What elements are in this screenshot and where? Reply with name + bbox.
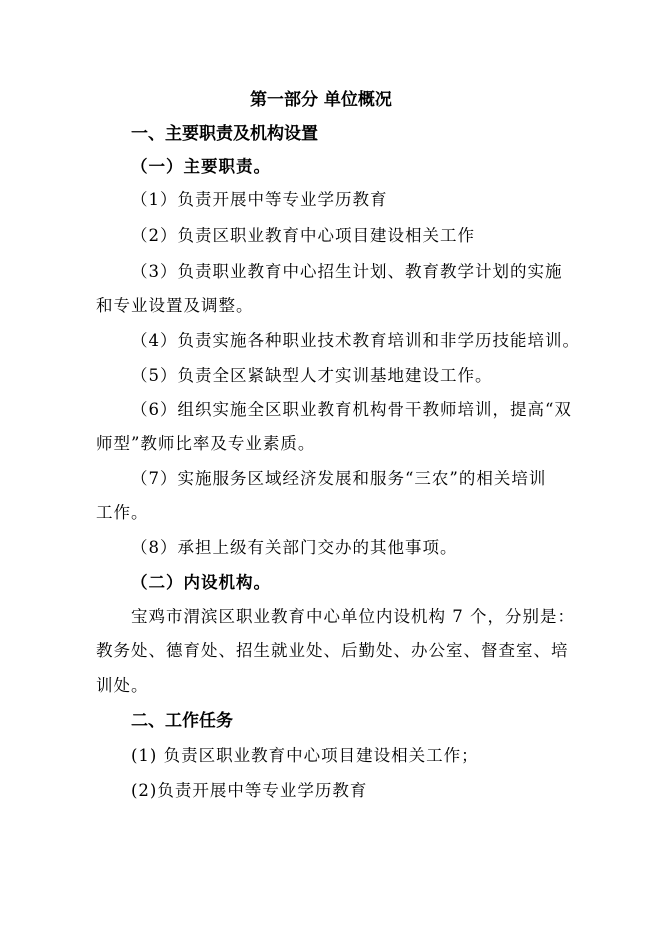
institutions-paragraph: 教务处、德育处、招生就业处、后勤处、办公室、督查室、培: [96, 641, 569, 660]
task-item: (1) 负责区职业教育中心项目建设相关工作；: [131, 746, 479, 765]
subsection-heading-internal-institutions: （二）内设机构。: [131, 573, 271, 592]
duty-item: （3）负责职业教育中心招生计划、教育教学计划的实施: [131, 262, 563, 281]
duty-item: （7）实施服务区域经济发展和服务“三农”的相关培训: [131, 469, 547, 488]
duty-item: （1）负责开展中等专业学历教育: [131, 190, 388, 209]
duty-item: （5）负责全区紧缺型人才实训基地建设工作。: [131, 366, 493, 385]
duty-item: （6）组织实施全区职业教育机构骨干教师培训，提高“双: [131, 400, 572, 419]
duty-item-continuation: 师型”教师比率及专业素质。: [96, 434, 316, 453]
duty-item: （2）负责区职业教育中心项目建设相关工作: [131, 226, 475, 245]
duty-item: （8）承担上级有关部门交办的其他事项。: [131, 538, 458, 557]
task-item: (2)负责开展中等专业学历教育: [131, 781, 368, 800]
section-heading-work-tasks: 二、工作任务: [131, 711, 233, 731]
institutions-paragraph: 训处。: [96, 676, 149, 695]
subsection-heading-main-duties: （一）主要职责。: [131, 157, 271, 176]
section-heading-duties-structure: 一、主要职责及机构设置: [131, 124, 318, 144]
duty-item: （4）负责实施各种职业技术教育培训和非学历技能培训。: [131, 331, 580, 350]
duty-item-continuation: 和专业设置及调整。: [96, 296, 254, 315]
duty-item-continuation: 工作。: [96, 503, 149, 522]
institutions-paragraph: 宝鸡市渭滨区职业教育中心单位内设机构 7 个，分别是：: [131, 607, 575, 626]
page-title: 第一部分 单位概况: [250, 90, 392, 110]
